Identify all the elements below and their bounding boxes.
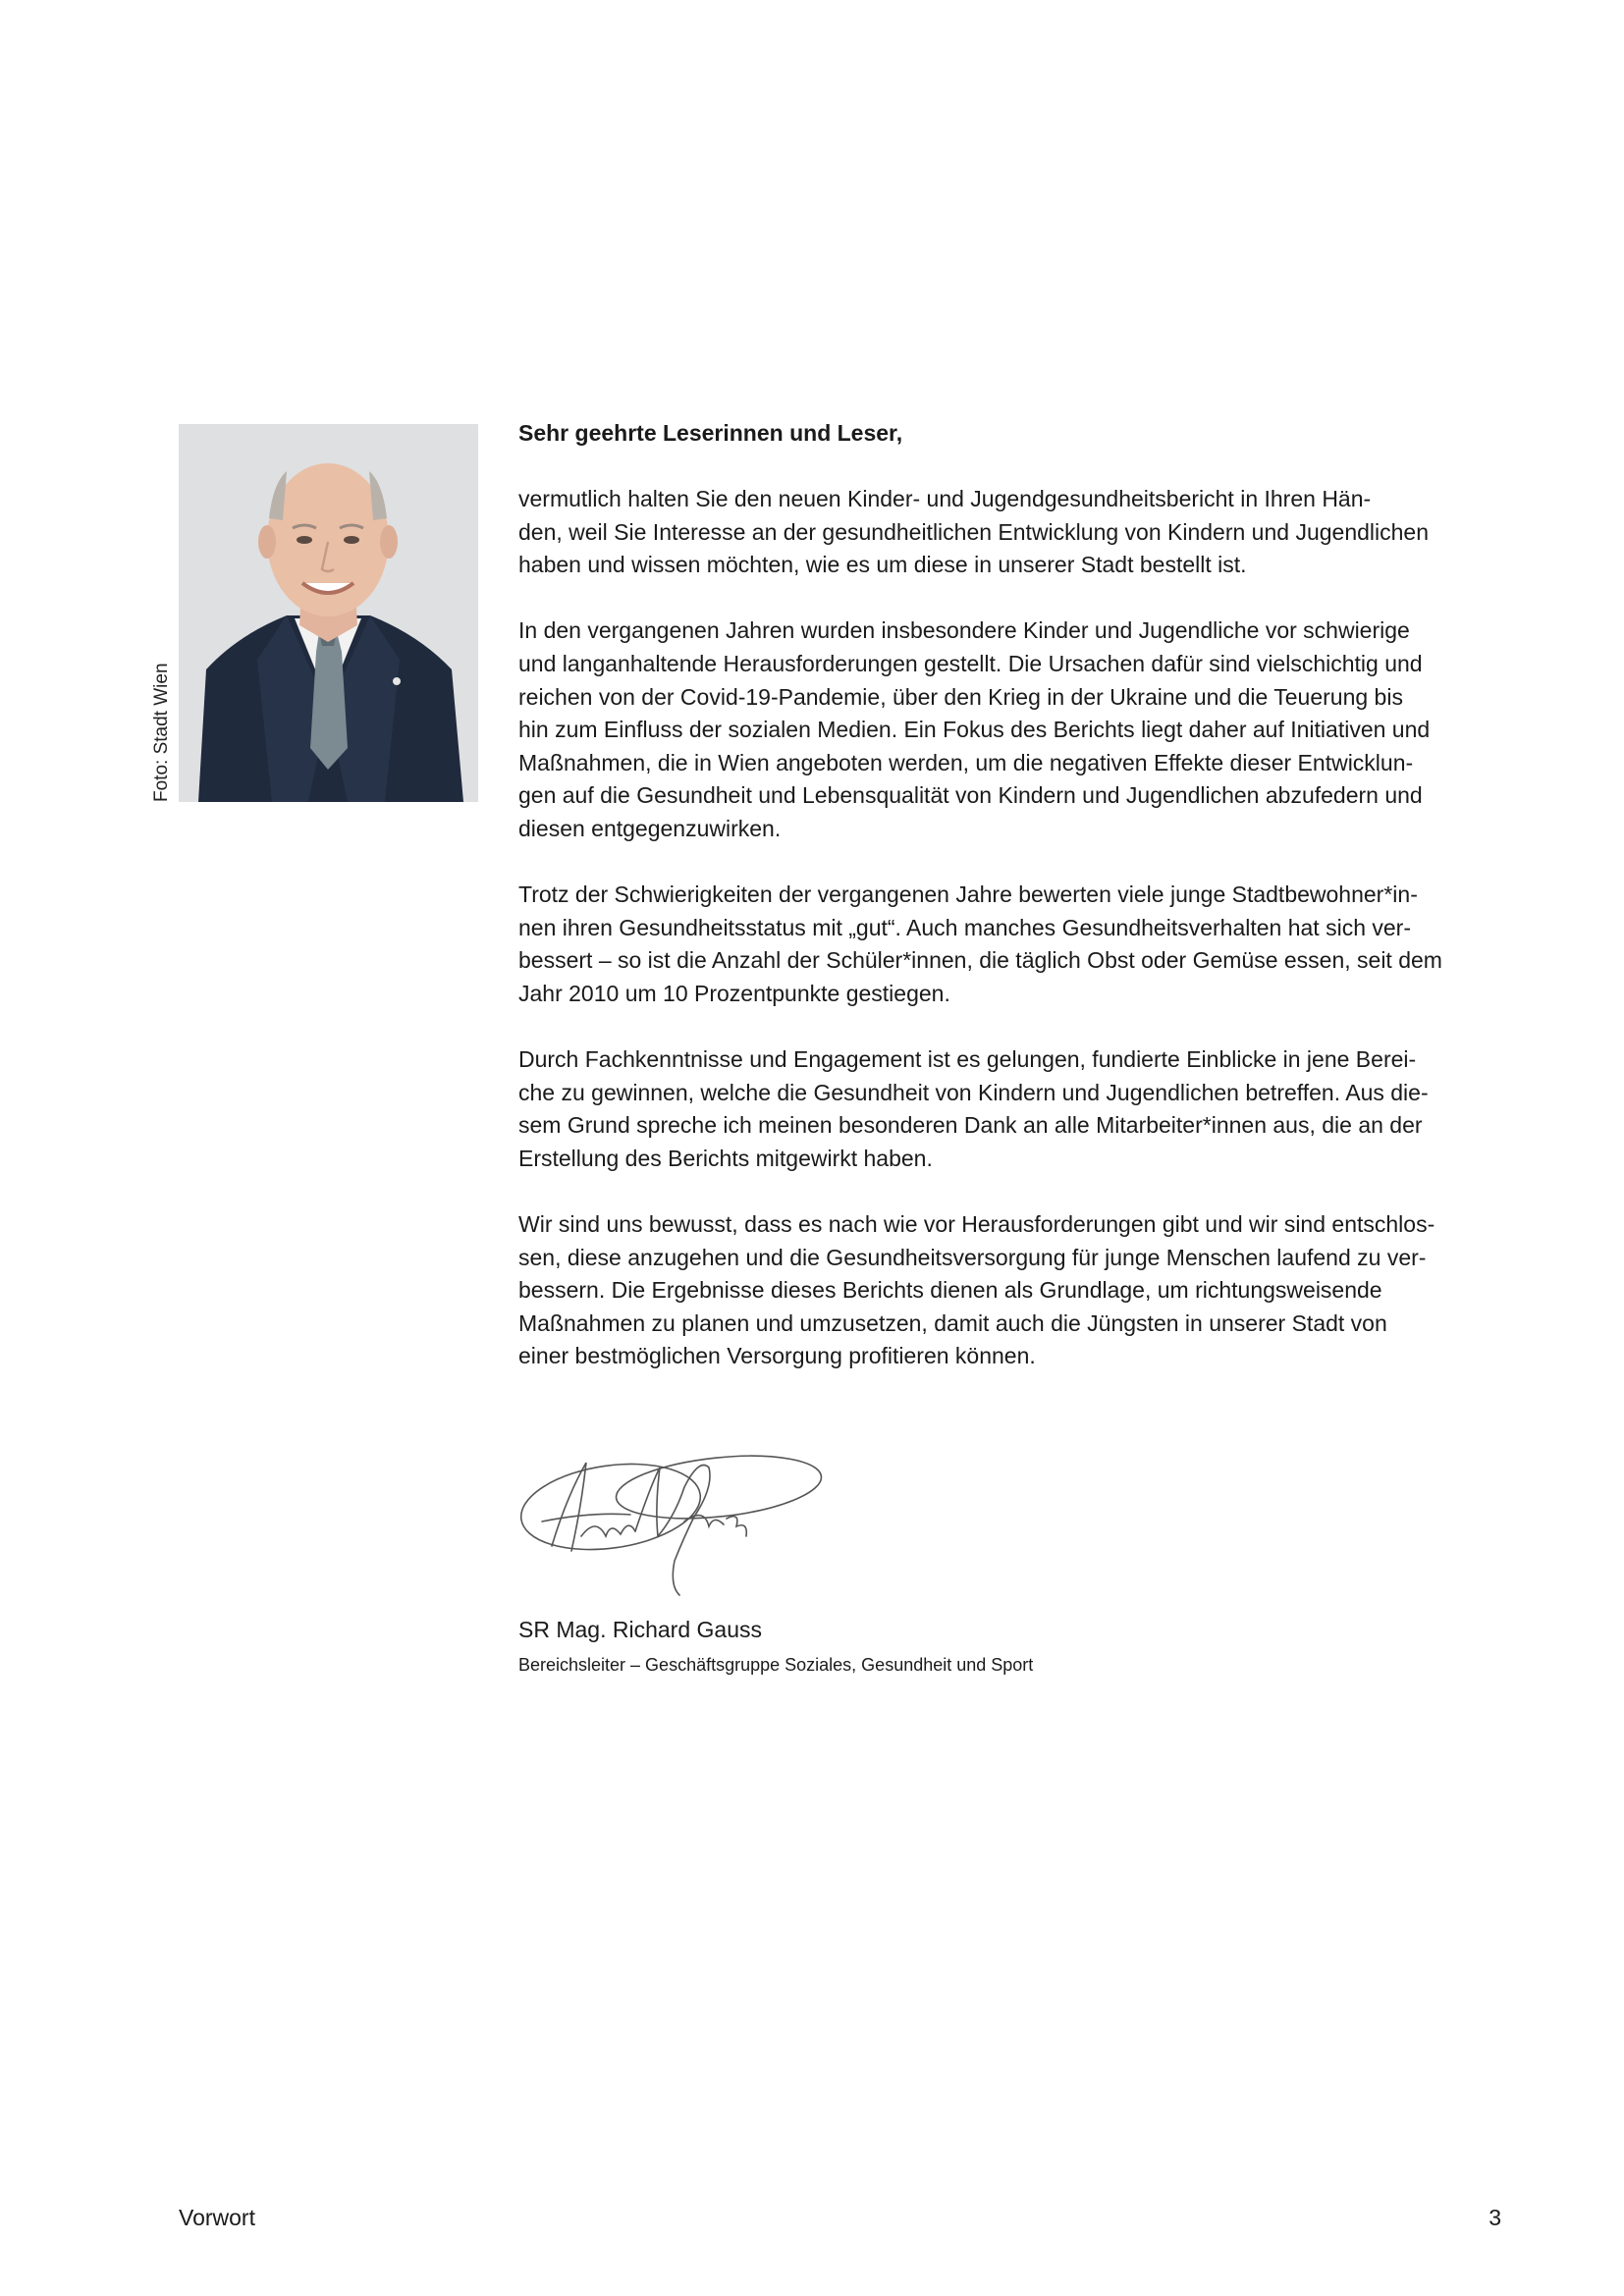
- paragraph-4: [518, 1043, 1500, 1175]
- paragraph-line: einer bestmöglichen Versorgung profitieren können.: [518, 1343, 1036, 1369]
- paragraph-line: Wir sind uns bewusst, dass es nach wie vor Herausforderungen gibt und wir sind entschlos-: [518, 1211, 1435, 1238]
- footer-section-title: Vorwort: [179, 2205, 255, 2230]
- portrait-photo: [179, 424, 478, 802]
- paragraph-line: hin zum Einfluss der sozialen Medien. Ein Fokus des Berichts liegt daher auf Initiativen und: [518, 717, 1431, 743]
- photo-credit: Foto: Stadt Wien: [151, 663, 172, 802]
- paragraph-line: sem Grund spreche ich meinen besonderen Dank an alle Mitarbeiter*innen aus, die an der: [518, 1112, 1423, 1139]
- paragraph-line: Maßnahmen, die in Wien angeboten werden, um die negativen Effekte dieser Entwicklun-: [518, 749, 1414, 775]
- handwritten-signature: [513, 1428, 827, 1605]
- paragraph-line: che zu gewinnen, welche die Gesundheit von Kindern und Jugendlichen betreffen. Aus die-: [518, 1079, 1429, 1105]
- paragraph-line: und langanhaltende Herausforderungen gestellt. Die Ursachen dafür sind vielschichtig und: [518, 650, 1423, 676]
- paragraph-line: reichen von der Covid-19-Pandemie, über den Krieg in der Ukraine und die Teuerung bis: [518, 683, 1403, 710]
- paragraph-line: sen, diese anzugehen und die Gesundheitsversorgung für junge Menschen laufend zu ver-: [518, 1244, 1427, 1270]
- paragraph-2: [518, 614, 1500, 845]
- salutation: Sehr geehrte Leserinnen und Leser,: [518, 420, 903, 446]
- paragraph-line: In den vergangenen Jahren wurden insbesondere Kinder und Jugendliche vor schwierige: [518, 617, 1410, 644]
- paragraph-line: bessert – so ist die Anzahl der Schüler*innen, die täglich Obst oder Gemüse essen, seit dem: [518, 947, 1442, 974]
- paragraph-1: [518, 483, 1500, 582]
- signer-name: SR Mag. Richard Gauss: [518, 1617, 762, 1642]
- paragraph-line: Maßnahmen zu planen und umzusetzen, damit auch die Jüngsten in unserer Stadt von: [518, 1309, 1387, 1336]
- paragraph-line: den, weil Sie Interesse an der gesundheitlichen Entwicklung von Kindern und Jugendlichen: [518, 518, 1429, 545]
- letter-body: [518, 416, 1500, 1407]
- paragraph-line: Jahr 2010 um 10 Prozentpunkte gestiegen.: [518, 980, 950, 1006]
- paragraph-line: haben und wissen möchten, wie es um diese in unserer Stadt bestellt ist.: [518, 552, 1247, 578]
- paragraph-line: Durch Fachkenntnisse und Engagement ist es gelungen, fundierte Einblicke in jene Berei-: [518, 1046, 1417, 1073]
- paragraph-line: Trotz der Schwierigkeiten der vergangenen Jahre bewerten viele junge Stadtbewohner*in-: [518, 881, 1418, 908]
- page-number: 3: [1489, 2205, 1501, 2230]
- paragraph-line: bessern. Die Ergebnisse dieses Berichts dienen als Grundlage, um richtungsweisende: [518, 1277, 1382, 1304]
- paragraph-line: gen auf die Gesundheit und Lebensqualität von Kindern und Jugendlichen abzufedern und: [518, 782, 1423, 809]
- paragraph-line: nen ihren Gesundheitsstatus mit „gut“. Auch manches Gesundheitsverhalten hat sich ver-: [518, 914, 1411, 940]
- paragraph-5: [518, 1208, 1500, 1373]
- paragraph-line: Erstellung des Berichts mitgewirkt haben.: [518, 1145, 933, 1171]
- signer-role: Bereichsleiter – Geschäftsgruppe Soziales, Gesundheit und Sport: [518, 1655, 1034, 1675]
- paragraph-line: vermutlich halten Sie den neuen Kinder- und Jugendgesundheitsbericht in Ihren Hän-: [518, 486, 1372, 511]
- paragraph-3: [518, 879, 1500, 1010]
- paragraph-line: diesen entgegenzuwirken.: [518, 815, 782, 841]
